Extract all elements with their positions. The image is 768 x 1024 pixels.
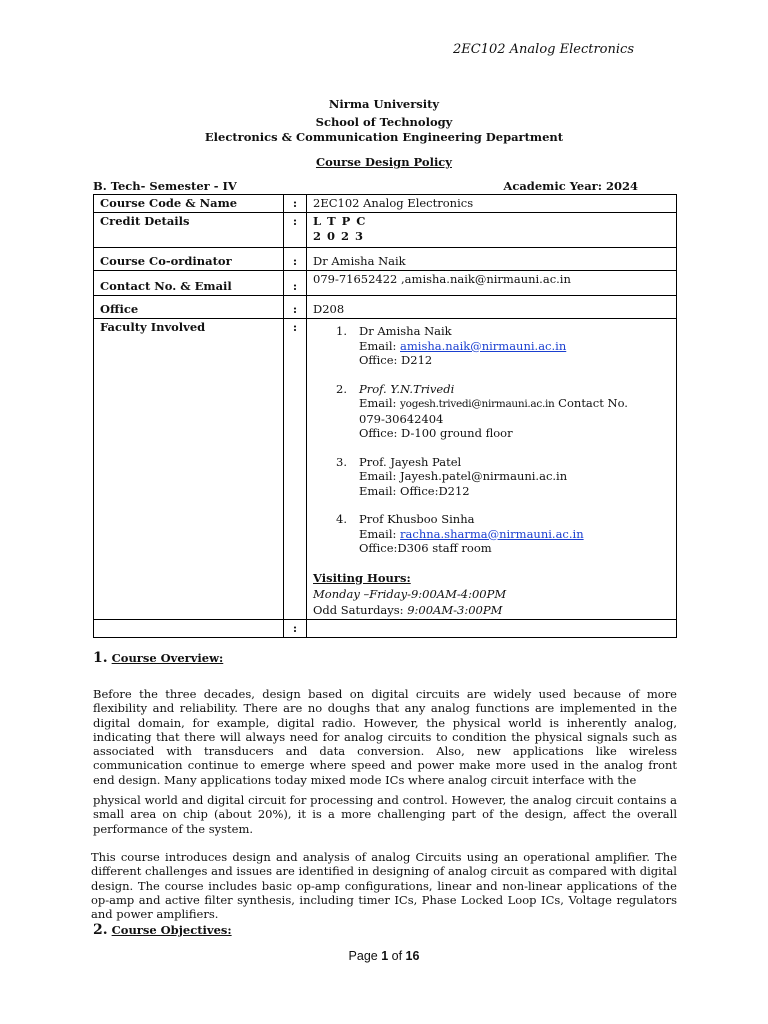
- table-row: [94, 248, 677, 271]
- faculty-number: 3.: [336, 454, 347, 469]
- row-label: Credit Details: [94, 213, 284, 248]
- row-label: Contact No. & Email: [94, 271, 284, 296]
- credit-ltpc-values: 2 0 2 3: [313, 229, 365, 243]
- row-separator: :: [284, 248, 307, 271]
- row-value: [307, 619, 677, 637]
- visiting-hours: [313, 570, 670, 618]
- row-value: 079-71652422 ,amisha.naik@nirmauni.ac.in: [307, 271, 677, 296]
- credit-ltpc-header: L T P C: [313, 214, 367, 228]
- page-prefix: Page: [348, 949, 382, 963]
- faculty-email: yogesh.trivedi@nirmauni.ac.in: [400, 398, 555, 410]
- email-label: Email:: [359, 338, 401, 353]
- row-separator: :: [284, 271, 307, 296]
- table-row: [94, 319, 677, 620]
- university-name: Nirma University: [328, 97, 440, 111]
- visiting-saturday-time: 9:00AM-3:00PM: [407, 602, 503, 617]
- list-item: [313, 382, 670, 441]
- faculty-office: Office: D-100 ground floor: [359, 426, 513, 440]
- contact-label: Contact No.: [554, 396, 628, 410]
- overview-paragraph-2: physical world and digital circuit for processing and control. However, the analog circuit contains a small area on chip (about 20%), it is a more challenging part of the design, affect the overall performance of the system.: [93, 793, 677, 836]
- section-title: Course Objectives:: [111, 923, 232, 937]
- faculty-email-link[interactable]: amisha.naik@nirmauni.ac.in: [400, 338, 567, 353]
- faculty-office: Office:D306 staff room: [359, 541, 492, 555]
- table-row: [94, 271, 677, 296]
- course-info-table: [93, 194, 677, 638]
- row-value: Dr Amisha Naik: [307, 248, 677, 271]
- faculty-name: Prof. Jayesh Patel: [359, 454, 462, 469]
- faculty-office: Email: Office:D212: [359, 483, 470, 498]
- table-row: [94, 619, 677, 637]
- row-separator: :: [284, 319, 307, 620]
- row-label: Course Co-ordinator: [94, 248, 284, 271]
- email-label: Email:: [359, 396, 401, 410]
- section-number: 1.: [93, 650, 108, 666]
- department-name: Electronics & Communication Engineering Department: [204, 130, 564, 144]
- faculty-number: 1.: [336, 324, 347, 338]
- table-row: [94, 213, 677, 248]
- faculty-name: Prof Khusboo Sinha: [359, 512, 475, 526]
- section-title: Course Overview:: [111, 651, 224, 665]
- faculty-email-link[interactable]: rachna.sharma@nirmauni.ac.in: [400, 526, 584, 541]
- row-separator: :: [284, 296, 307, 319]
- email-label: Email:: [359, 526, 401, 541]
- row-separator: :: [284, 619, 307, 637]
- school-name: School of Technology: [315, 115, 453, 129]
- faculty-phone: 079-30642404: [359, 411, 444, 426]
- semester-label: B. Tech- Semester - IV: [93, 179, 237, 193]
- page-total: 16: [405, 949, 420, 963]
- row-label: Office: [94, 296, 284, 319]
- faculty-office: Office: D212: [359, 353, 433, 367]
- visiting-saturday-label: Odd Saturdays:: [313, 602, 408, 617]
- section-overview-heading: [93, 650, 223, 666]
- page-of: of: [388, 949, 406, 963]
- faculty-list: [313, 324, 670, 556]
- faculty-number: 2.: [336, 381, 347, 396]
- table-row: [94, 195, 677, 213]
- header-course-tag: 2EC102 Analog Electronics: [453, 42, 634, 57]
- faculty-name: Prof. Y.N.Trivedi: [359, 381, 455, 396]
- page-footer: [0, 949, 768, 963]
- visiting-weekdays: Monday –Friday-9:00AM-4:00PM: [313, 586, 507, 601]
- section-objectives-heading: [93, 922, 232, 938]
- visiting-hours-heading: Visiting Hours:: [313, 570, 411, 585]
- overview-paragraph-3: This course introduces design and analysis of analog Circuits using an operational amplifier. The different challenges and issues are identified in designing of analog circuit as compared with digital design. The course includes basic op-amp configurations, linear and non-linear applications of the op-amp and active filter synthesis, including timer ICs, Phase Locked Loop ICs, Voltage regulators and power amplifiers.: [91, 850, 677, 922]
- list-item: [313, 455, 670, 499]
- page-current: 1: [381, 949, 389, 963]
- faculty-number: 4.: [336, 512, 347, 526]
- faculty-email: Email: Jayesh.patel@nirmauni.ac.in: [359, 469, 568, 483]
- overview-paragraph-1: Before the three decades, design based on digital circuits are widely used because of more flexibility and reliability. There are no doughs that any analog functions are implemented in the digital domain, for example, digital radio. However, the physical world is inherently analog, indicating that there will always need for analog circuits to condition the physical signals such as associated with transducers and data conversion. Also, new applications like wireless communication continue to emerge where speed and power make more used in the analog front end design. Many applications today mixed mode ICs where analog circuit interface with the: [93, 687, 677, 787]
- row-value: 2EC102 Analog Electronics: [307, 195, 677, 213]
- row-label: Course Code & Name: [94, 195, 284, 213]
- row-separator: :: [284, 195, 307, 213]
- row-label: Faculty Involved: [94, 319, 284, 620]
- section-number: 2.: [93, 922, 108, 938]
- row-value: [307, 213, 677, 248]
- row-separator: :: [284, 213, 307, 248]
- faculty-cell: [307, 319, 677, 620]
- list-item: [313, 512, 670, 556]
- faculty-name: Dr Amisha Naik: [359, 324, 452, 338]
- list-item: [313, 324, 670, 368]
- document-title: Course Design Policy: [315, 155, 452, 169]
- row-label: [94, 619, 284, 637]
- table-row: [94, 296, 677, 319]
- academic-year: Academic Year: 2024: [503, 179, 638, 193]
- row-value: D208: [307, 296, 677, 319]
